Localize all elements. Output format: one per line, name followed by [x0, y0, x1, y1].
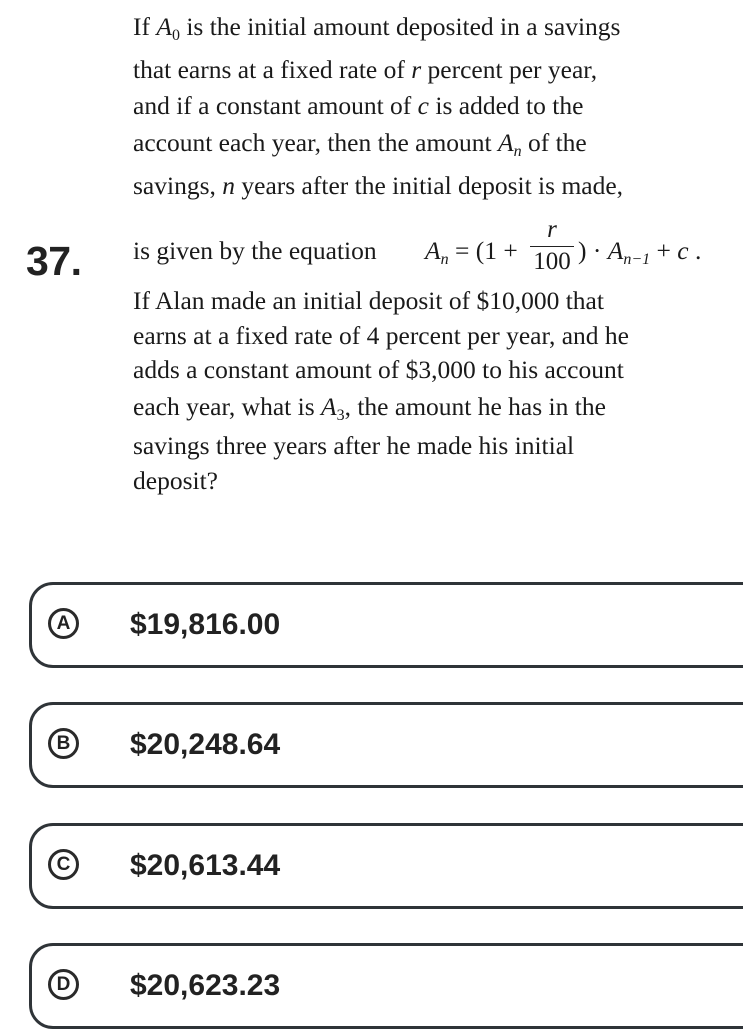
math-sub: n−1 — [623, 251, 651, 268]
answer-option-c[interactable] — [29, 823, 743, 909]
text-span: of the — [521, 128, 587, 157]
text-span: If Alan made an initial deposit of $10,000 that — [133, 286, 604, 315]
math-sub: n — [440, 251, 449, 268]
question-line-11 — [133, 431, 574, 461]
option-letter-badge: A — [48, 608, 79, 639]
text-span: ) · — [578, 236, 608, 265]
text-span: + — [650, 236, 678, 265]
text-span: years after the initial deposit is made, — [235, 171, 624, 200]
math-sub: 3 — [336, 407, 345, 424]
question-line-10 — [133, 392, 606, 422]
text-span: each year, what is — [133, 392, 322, 421]
equation-fraction — [528, 216, 576, 277]
math-var: n — [222, 171, 235, 200]
answer-option-a[interactable] — [29, 582, 743, 668]
question-line-12 — [133, 466, 218, 496]
option-letter-badge: D — [48, 969, 79, 1000]
fraction-denominator: 100 — [533, 248, 571, 275]
text-span: , the amount he has in the — [344, 392, 606, 421]
math-var: c — [417, 91, 429, 120]
question-line-5 — [133, 171, 623, 201]
math-var: A — [607, 236, 624, 265]
text-span: and if a constant amount of — [133, 91, 418, 120]
text-span: earns at a fixed rate of 4 percent per year, and he — [133, 321, 629, 350]
math-var: A — [321, 392, 337, 421]
option-letter-badge: C — [48, 849, 79, 880]
equation-lhs — [425, 236, 518, 266]
answer-option-d[interactable] — [29, 943, 743, 1029]
option-text: $19,816.00 — [130, 608, 281, 641]
text-span: If — [133, 12, 157, 41]
equation-tail — [578, 236, 701, 266]
fraction-numerator: r — [547, 216, 557, 243]
math-var: r — [411, 55, 422, 84]
math-sub: 0 — [171, 27, 180, 44]
question-line-9 — [133, 355, 624, 385]
text-span: percent per year, — [421, 55, 598, 84]
text-span: deposit? — [133, 466, 218, 495]
math-var: A — [425, 236, 441, 265]
question-line-8 — [133, 321, 629, 351]
equation-lead: is given by the equation — [133, 236, 377, 265]
option-text: $20,248.64 — [130, 728, 281, 761]
question-line-2 — [133, 55, 597, 85]
text-span: savings, — [133, 171, 223, 200]
option-letter-badge: B — [48, 728, 79, 759]
option-text: $20,613.44 — [130, 849, 281, 882]
math-var: A — [498, 128, 514, 157]
question-number: 37. — [26, 238, 82, 284]
text-span: is added to the — [429, 91, 584, 120]
text-span: that earns at a fixed rate of — [133, 55, 412, 84]
text-span: adds a constant amount of $3,000 to his account — [133, 355, 624, 384]
question-line-3 — [133, 91, 583, 121]
math-var: A — [156, 12, 172, 41]
text-span: is the initial amount deposited in a savings — [179, 12, 621, 41]
math-sub: n — [513, 143, 522, 160]
option-text: $20,623.23 — [130, 969, 281, 1002]
text-span: account each year, then the amount — [133, 128, 499, 157]
question-line-1 — [133, 12, 620, 42]
question-line-4 — [133, 128, 587, 158]
equation-mid: = (1 + — [448, 236, 518, 265]
text-span: savings three years after he made his initial — [133, 431, 575, 460]
text-span: . — [688, 236, 702, 265]
question-line-7 — [133, 286, 604, 316]
math-var: c — [677, 236, 689, 265]
answer-option-b[interactable] — [29, 702, 743, 788]
